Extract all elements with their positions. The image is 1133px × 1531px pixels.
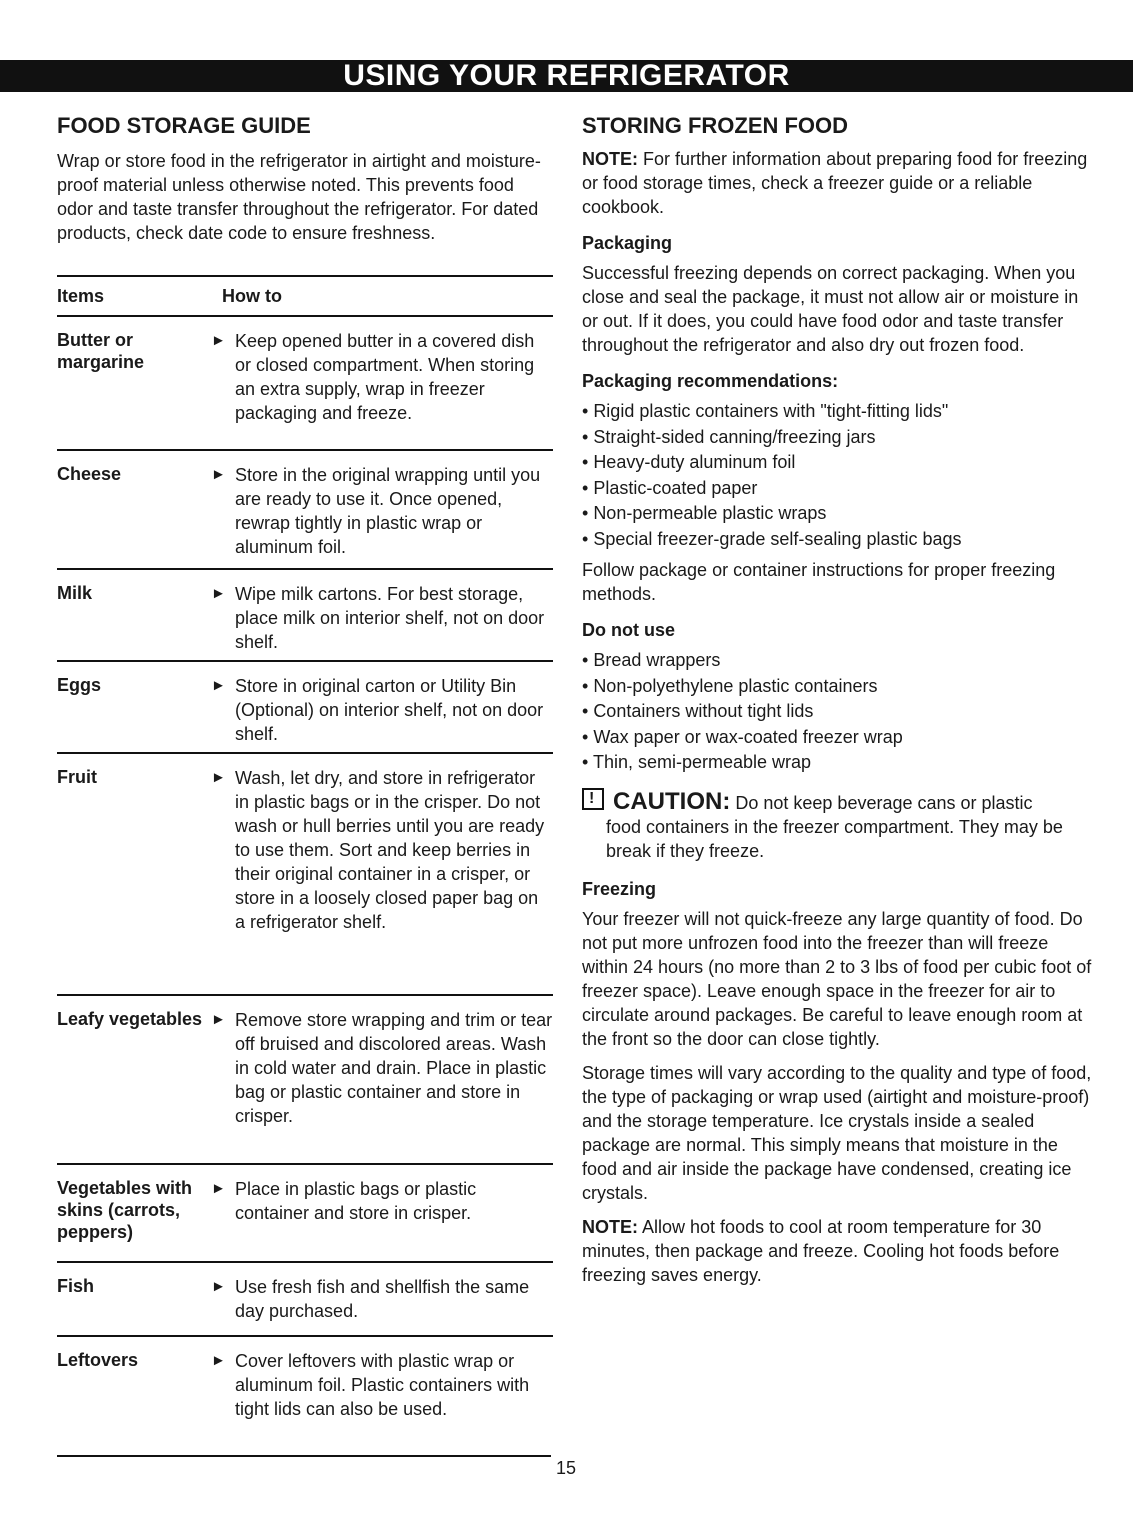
warning-icon [582, 788, 604, 810]
do-not-use-list [582, 648, 1092, 776]
row-item: Milk [57, 583, 93, 603]
caution-block [582, 788, 1092, 863]
row-how: Place in plastic bags or plastic container and store in crisper. [235, 1179, 477, 1223]
freezing-text: Your freezer will not quick-freeze any large quantity of food. Do not put more unfrozen food into the freezer than will freeze within 24 hours (no more than 2 to 3 lbs of food per cubic foot of freezer space). Leave enough space in the freezer for air to circulate around packages. Be careful to leave enough room at the front so the door can close tightly. [582, 908, 1092, 1049]
caution-label: CAUTION: [613, 787, 731, 815]
do-not-use-heading: Do not use [582, 620, 675, 640]
list-item: • Straight-sided canning/freezing jars [582, 425, 1092, 451]
caution-text-line1: Do not keep beverage cans or plastic [735, 792, 1033, 813]
list-item: • Bread wrappers [582, 648, 1092, 674]
table-header [57, 277, 553, 315]
column-header-items: Items [57, 285, 105, 306]
packaging-text: Successful freezing depends on correct packaging. When you close and seal the package, it must not allow air or moisture in or out. If it does, you could have food odor and taste transfer throughout the refrigerator and also dry out frozen food. [582, 263, 1079, 355]
arrow-icon: ► [211, 677, 226, 694]
row-item: Fruit [57, 767, 97, 787]
table-row [57, 315, 553, 449]
row-item: Eggs [57, 675, 102, 695]
column-header-how-to: How to [222, 285, 282, 306]
list-item: • Wax paper or wax-coated freezer wrap [582, 725, 1092, 751]
list-item: • Containers without tight lids [582, 699, 1092, 725]
note-text-2: Allow hot foods to cool at room temperature for 30 minutes, then package and freeze. Cooling hot foods before freezing saves energy. [582, 1216, 1060, 1285]
packaging-heading: Packaging [582, 233, 673, 253]
frozen-food-heading: STORING FROZEN FOOD [582, 113, 849, 138]
table-row [57, 449, 553, 568]
table-row [57, 1261, 553, 1335]
arrow-icon: ► [211, 332, 226, 349]
recommendations-list [582, 399, 1092, 552]
page-banner: USING YOUR REFRIGERATOR [0, 60, 1133, 92]
table-bottom-rule [57, 1455, 551, 1457]
arrow-icon: ► [211, 769, 226, 786]
caution-text-continued: food containers in the freezer compartment. They may be break if they freeze. [606, 816, 1063, 861]
note-label-2: NOTE: [582, 1216, 638, 1237]
food-storage-intro: Wrap or store food in the refrigerator in airtight and moisture-proof material unless otherwise noted. This prevents food odor and taste transfer throughout the refrigerator. For dated products, check date code to ensure freshness. [57, 151, 541, 243]
list-item: • Rigid plastic containers with "tight-fitting lids" [582, 399, 1092, 425]
note-paragraph [582, 147, 1092, 219]
note-label: NOTE: [582, 149, 638, 169]
row-how: Store in the original wrapping until you are ready to use it. Once opened, rewrap tightly in plastic wrap or aluminum foil. [235, 465, 541, 557]
row-how: Keep opened butter in a covered dish or closed compartment. When storing an extra supply, wrap in freezer packaging and freeze. [235, 331, 535, 423]
row-item: Leafy vegetables [57, 1009, 203, 1029]
freezing-heading: Freezing [582, 878, 657, 899]
row-how: Store in original carton or Utility Bin (Optional) on interior shelf, not on door shelf. [235, 676, 544, 744]
table-row [57, 568, 553, 660]
arrow-icon: ► [211, 1011, 226, 1028]
list-item: • Non-permeable plastic wraps [582, 501, 1092, 527]
storage-times-text: Storage times will vary according to the quality and type of food, the type of packaging or wrap used (airtight and moisture-proof) and the storage temperature. Ice crystals inside a sealed package are normal. This simply means that moisture in the food and air inside the package have condensed, creating ice crystals. [582, 1062, 1092, 1203]
list-item: • Special freezer-grade self-sealing plastic bags [582, 527, 1092, 553]
table-row [57, 1335, 553, 1449]
storage-table-body [57, 315, 553, 1449]
note-text: For further information about preparing food for freezing or food storage times, check a freezer guide or a reliable cookbook. [582, 149, 1088, 217]
list-item: • Plastic-coated paper [582, 476, 1092, 502]
food-storage-guide-section [57, 111, 553, 1449]
table-row [57, 752, 553, 994]
list-item: • Heavy-duty aluminum foil [582, 450, 1092, 476]
list-item: • Non-polyethylene plastic containers [582, 674, 1092, 700]
table-row [57, 1163, 553, 1261]
row-item: Butter or margarine [57, 330, 145, 372]
arrow-icon: ► [211, 1180, 226, 1197]
table-row [57, 994, 553, 1163]
page-number: 15 [556, 1458, 577, 1478]
row-item: Vegetables with skins (carrots, peppers) [57, 1178, 193, 1242]
list-item: • Thin, semi-permeable wrap [582, 750, 1092, 776]
arrow-icon: ► [211, 1352, 226, 1369]
note-paragraph-2 [582, 1215, 1092, 1287]
arrow-icon: ► [211, 585, 226, 602]
row-how: Remove store wrapping and trim or tear off bruised and discolored areas. Wash in cold water and drain. Place in plastic bag or plastic container and store in crisper. [235, 1010, 553, 1126]
row-item: Leftovers [57, 1350, 139, 1370]
table-row [57, 660, 553, 752]
follow-instructions-text: Follow package or container instructions for proper freezing methods. [582, 560, 1056, 604]
arrow-icon: ► [211, 466, 226, 483]
row-item: Fish [57, 1276, 95, 1296]
row-how: Wipe milk cartons. For best storage, place milk on interior shelf, not on door shelf. [235, 584, 545, 652]
arrow-icon: ► [211, 1278, 226, 1295]
food-storage-heading: FOOD STORAGE GUIDE [57, 113, 311, 138]
row-item: Cheese [57, 464, 122, 484]
row-how: Wash, let dry, and store in refrigerator in plastic bags or in the crisper. Do not wash or hull berries until you are ready to use them. Sort and keep berries in their original container in a crisper, or store in a loosely closed paper bag on a refrigerator shelf. [235, 768, 545, 932]
row-how: Use fresh fish and shellfish the same day purchased. [235, 1277, 530, 1321]
storing-frozen-food-section [582, 111, 1092, 1287]
row-how: Cover leftovers with plastic wrap or aluminum foil. Plastic containers with tight lids can also be used. [235, 1351, 530, 1419]
recommendations-heading: Packaging recommendations: [582, 371, 839, 391]
